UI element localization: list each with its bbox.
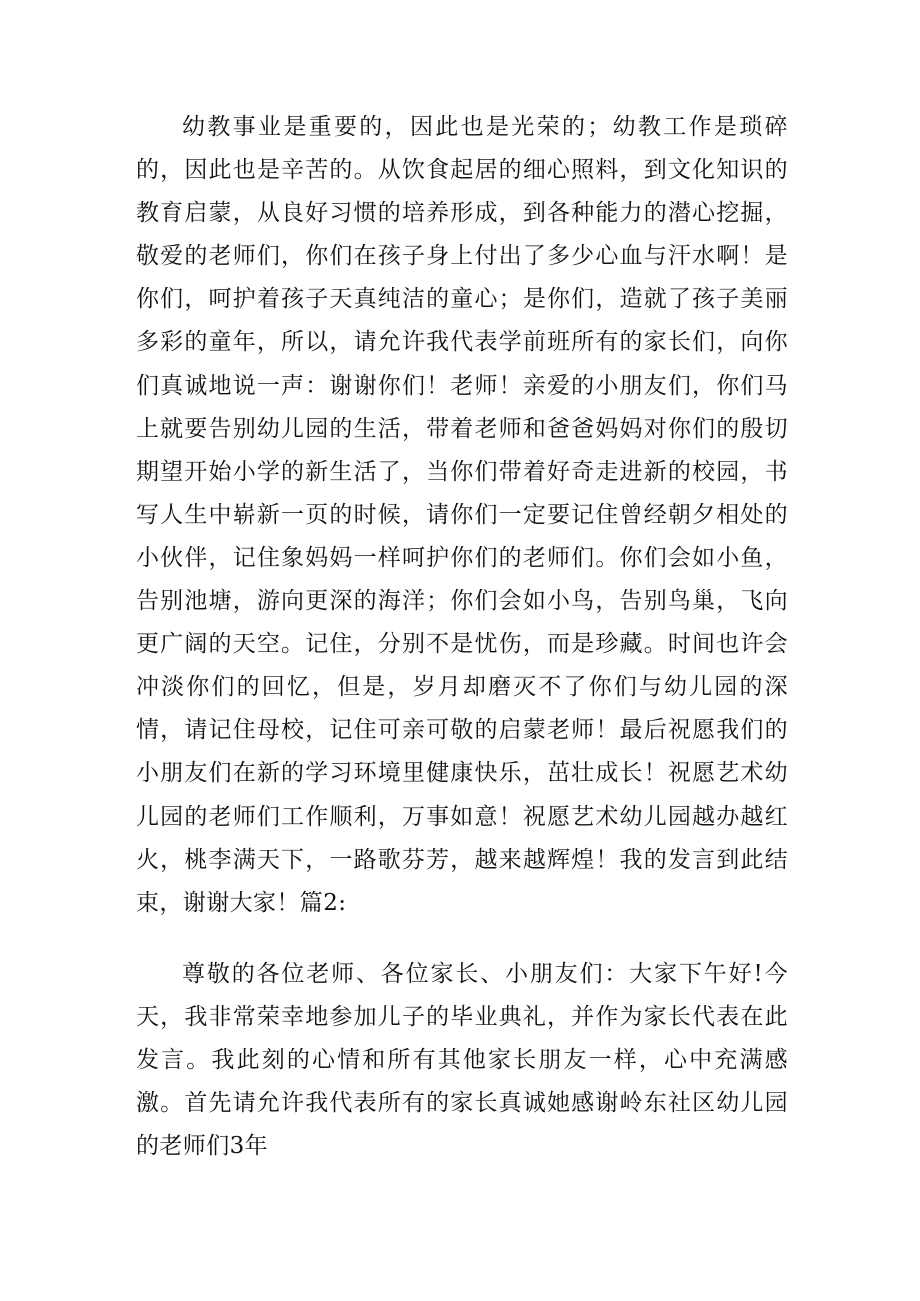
speech-paragraph-2: 尊敬的各位老师、各位家长、小朋友们：大家下午好!今天，我非常荣幸地参加儿子的毕业典礼，并作为家长代表在此发言。我此刻的心情和所有其他家长朋友一样，心中充满感激。首先请允许我代表所有的家长真诚她感谢岭东社区幼儿园的老师们3年: [136, 961, 788, 1160]
speech-paragraph-1: 幼教事业是重要的，因此也是光荣的；幼教工作是琐碎的，因此也是辛苦的。从饮食起居的细心照料，到文化知识的教育启蒙，从良好习惯的培养形成，到各种能力的潜心挖掘，敬爱的老师们，你们在孩子身上付出了多少心血与汗水啊！是你们，呵护着孩子天真纯洁的童心；是你们，造就了孩子美丽多彩的童年，所以，请允许我代表学前班所有的家长们，向你们真诚地说一声：谢谢你们！老师！亲爱的小朋友们，你们马上就要告别幼儿园的生活，带着老师和爸爸妈妈对你们的殷切期望开始小学的新生活了，当你们带着好奇走进新的校园，书写人生中崭新一页的时候，请你们一定要记住曾经朝夕相处的小伙伴，记住象妈妈一样呵护你们的老师们。你们会如小鱼，告别池塘，游向更深的海洋；你们会如小鸟，告别鸟巢，飞向更广阔的天空。记住，分别不是忧伤，而是珍藏。时间也许会冲淡你们的回忆，但是，岁月却磨灭不了你们与幼儿园的深情，请记住母校，记住可亲可敬的启蒙老师！最后祝愿我们的小朋友们在新的学习环境里健康快乐，茁壮成长！祝愿艺术幼儿园的老师们工作顺利，万事如意！祝愿艺术幼儿园越办越红火，桃李满天下，一路歌芬芳，越来越辉煌！我的发言到此结束，谢谢大家！篇2:: [136, 114, 788, 916]
